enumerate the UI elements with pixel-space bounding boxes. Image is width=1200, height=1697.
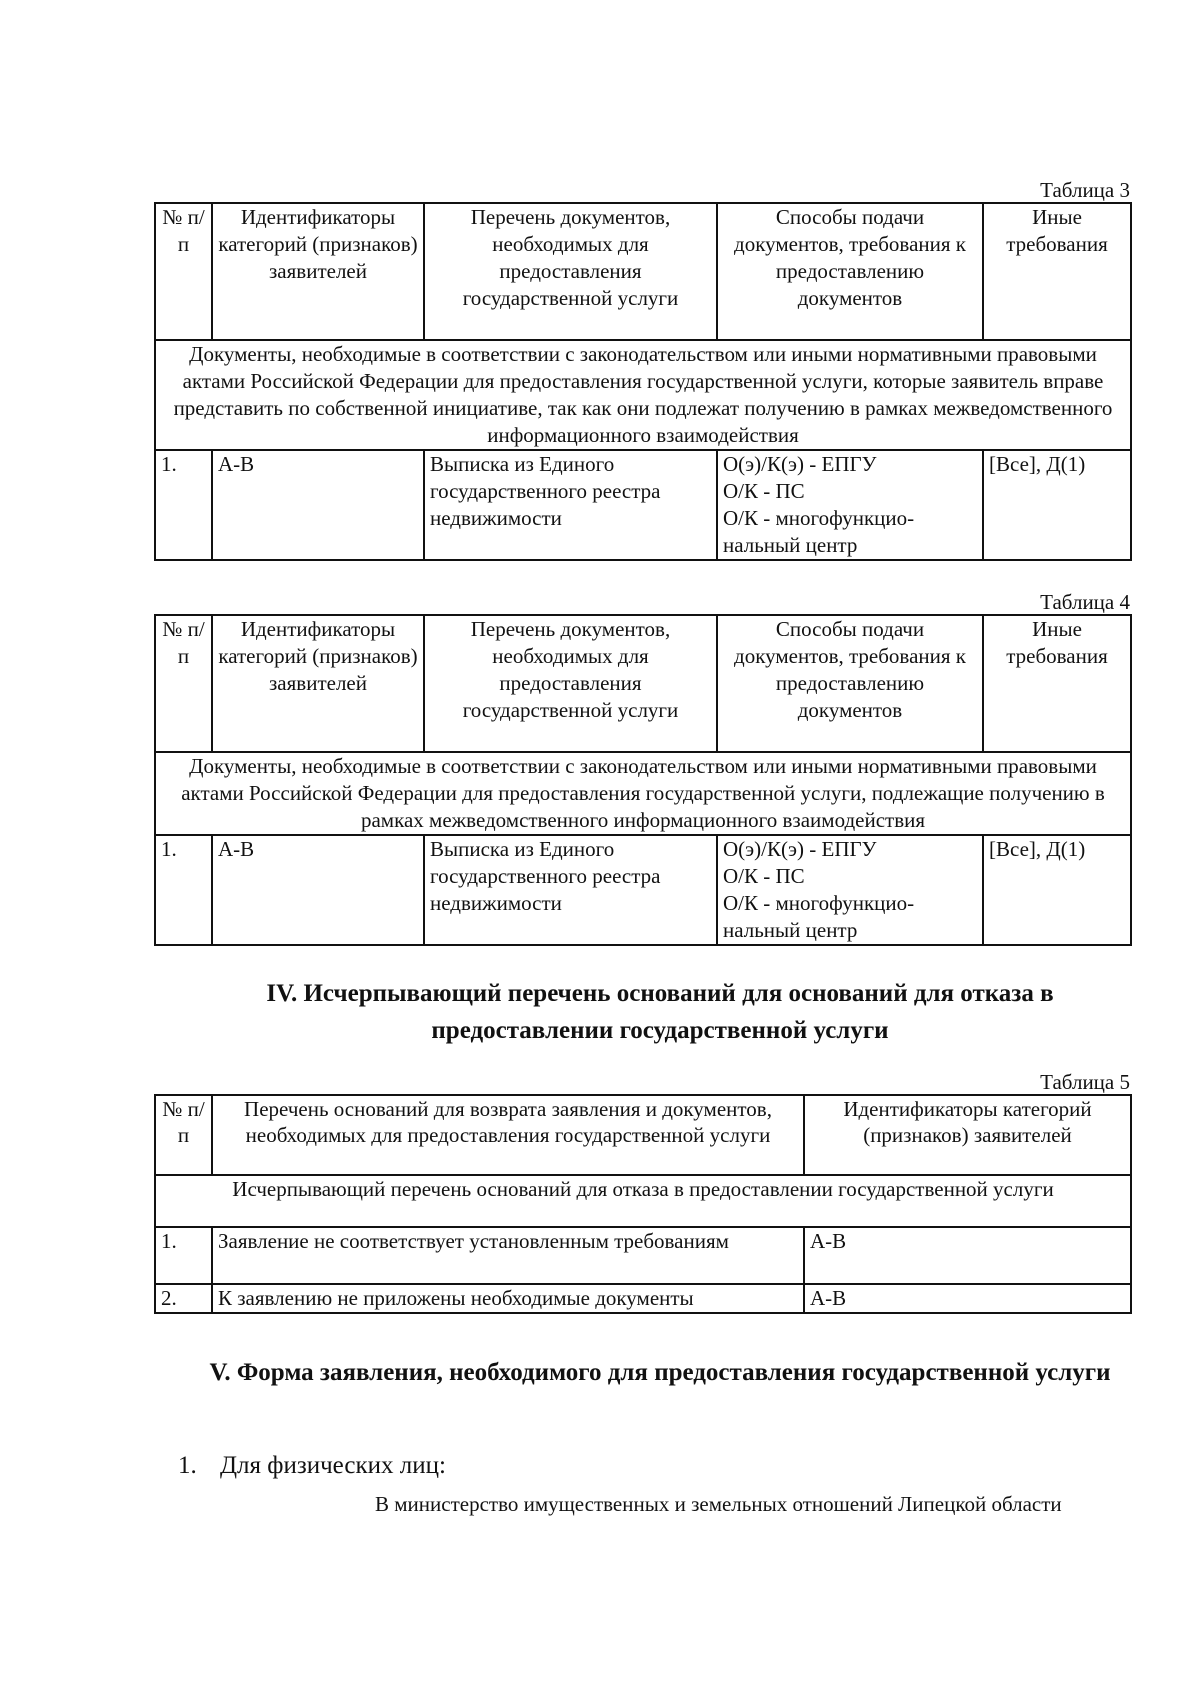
table4-row-doc: Выписка из Единого государственного реестра недвижимости (424, 835, 717, 945)
table4-caption: Таблица 4 (1040, 590, 1130, 614)
table3-section-row (155, 340, 1131, 450)
table-row (155, 835, 1131, 945)
table3-row-doc: Выписка из Единого государственного реестра недвижимости (424, 450, 717, 560)
table4-header-num: № п/п (155, 615, 212, 752)
list-item-number: 1. (178, 1452, 197, 1479)
table4-header-id: Идентификаторы категорий (признаков) заявителей (212, 615, 424, 752)
table5-row-id: А-В (804, 1227, 1131, 1284)
table3-section-text: Документы, необходимые в соответствии с законодательством или иными нормативными правовыми актами Российской Федерации для предоставления государственной услуги, которые заявитель вправе представить по собственной инициативе, так как они подлежат получению в рамках межведомственного информационного взаимодействия (155, 340, 1131, 450)
table5 (154, 1094, 1132, 1314)
addressee-text: В министерство имущественных и земельных отношений Липецкой области (375, 1492, 1062, 1516)
table-row (155, 1284, 1131, 1313)
section5-title: V. Форма заявления, необходимого для предоставления государственной услуги (209, 1359, 1111, 1386)
method-line: О(э)/К(э) - ЕПГУ (723, 452, 877, 476)
table4 (154, 614, 1132, 946)
list-item-text: Для физических лиц: (220, 1452, 446, 1479)
table5-row-id: А-В (804, 1284, 1131, 1313)
table4-section-text: Документы, необходимые в соответствии с законодательством или иными нормативными правовыми актами Российской Федерации для предоставления государственной услуги, подлежащие получению в рамках межведомственного информационного взаимодействия (155, 752, 1131, 835)
method-line: О/К - многофункцио- (723, 891, 915, 915)
table5-header-num: № п/п (155, 1095, 212, 1175)
table4-row-methods (717, 835, 983, 945)
table-row (155, 450, 1131, 560)
table4-header-row (155, 615, 1131, 752)
table5-section-text: Исчерпывающий перечень оснований для отказа в предоставлении государственной услуги (155, 1175, 1131, 1227)
table3-header-row (155, 203, 1131, 340)
method-line: О(э)/К(э) - ЕПГУ (723, 837, 877, 861)
method-line: нальный центр (723, 533, 858, 557)
table3-header-docs: Перечень документов, необходимых для предоставления государственной услуги (424, 203, 717, 340)
method-line: О/К - ПС (723, 864, 805, 888)
table3-header-methods: Способы подачи документов, требования к предоставлению документов (717, 203, 983, 340)
table-row (155, 1227, 1131, 1284)
table3-header-other: Иные требования (983, 203, 1131, 340)
table4-header-methods: Способы подачи документов, требования к предоставлению документов (717, 615, 983, 752)
table4-section-row (155, 752, 1131, 835)
table4-row-num: 1. (155, 835, 212, 945)
table5-row-reason: Заявление не соответствует установленным требованиям (212, 1227, 804, 1284)
table4-row-id: А-В (212, 835, 424, 945)
table5-header-id: Идентификаторы категорий (признаков) заявителей (804, 1095, 1131, 1175)
table4-row-other: [Все], Д(1) (983, 835, 1131, 945)
table3 (154, 202, 1132, 561)
section4-title: IV. Исчерпывающий перечень оснований для оснований для отказа в предоставлении государственной услуги (266, 980, 1054, 1044)
table5-row-num: 2. (155, 1284, 212, 1313)
table5-header-reasons: Перечень оснований для возврата заявления и документов, необходимых для предоставления государственной услуги (212, 1095, 804, 1175)
table3-row-other: [Все], Д(1) (983, 450, 1131, 560)
table3-row-id: А-В (212, 450, 424, 560)
table3-row-methods (717, 450, 983, 560)
list-item (178, 1450, 446, 1482)
table3-header-num: № п/п (155, 203, 212, 340)
table4-header-other: Иные требования (983, 615, 1131, 752)
table5-row-reason: К заявлению не приложены необходимые документы (212, 1284, 804, 1313)
table3-row-num: 1. (155, 450, 212, 560)
table3-caption: Таблица 3 (1040, 178, 1130, 202)
method-line: О/К - многофункцио- (723, 506, 915, 530)
table5-header-row (155, 1095, 1131, 1175)
table4-header-docs: Перечень документов, необходимых для предоставления государственной услуги (424, 615, 717, 752)
table3-header-id: Идентификаторы категорий (признаков) заявителей (212, 203, 424, 340)
method-line: нальный центр (723, 918, 858, 942)
table5-caption: Таблица 5 (1040, 1070, 1130, 1094)
table5-section-row (155, 1175, 1131, 1227)
table5-row-num: 1. (155, 1227, 212, 1284)
method-line: О/К - ПС (723, 479, 805, 503)
